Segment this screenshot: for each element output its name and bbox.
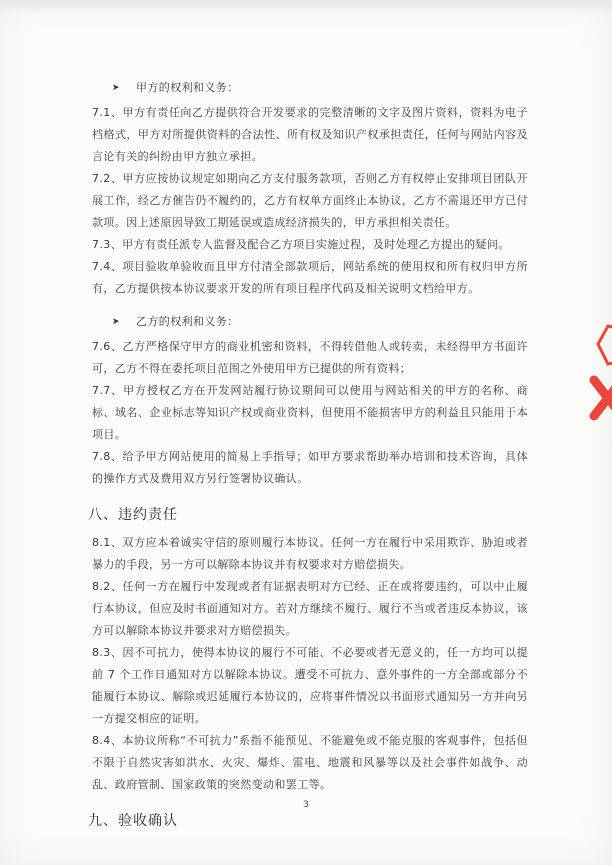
section-9-title: 九、验收确认 [88,813,178,829]
clause-7-8: 7.8、给予甲方网站使用的简易上手指导；如甲方要求帮助举办培训和技术咨询，具体的操作方式及费用双方另行签署协议确认。 [92,450,528,485]
clause-7-2: 7.2、甲方应按协议规定如期向乙方支付服务款项，否则乙方有权停止安排项目团队开展工作，经乙方催告仍不履约的，乙方有权单方面终止本协议，乙方不需退还甲方已付款项。因上述原因导致工期延误或造成经济损失的，甲方承担相关责任。 [92,172,528,229]
section-8-title: 八、违约责任 [88,507,178,523]
party-b-heading-text: 乙方的权利和义务： [136,315,239,328]
clause-7-4: 7.4、项目验收单验收而且甲方付清全部款项后，网站系统的使用权和所有权归甲方所有，乙方提供按本协议要求开发的所有项目程序代码及相关说明文档给甲方。 [92,260,528,295]
arrow-right-icon: ➤ [112,83,120,93]
document-body [88,76,528,838]
clause-7-6: 7.6、乙方严格保守甲方的商业机密和资料，不得转借他人或转卖，未经得甲方书面许可，乙方不得在委托项目范围之外使用甲方已提供的所有资料； [92,340,528,375]
arrow-right-icon: ➤ [112,317,120,327]
scan-shadow [0,0,612,14]
clause-8-3: 8.3、因不可抗力，使得本协议的履行不可能、不必要或者无意义的，任一方均可以提前 7 个工作日通知对方以解除本协议。遭受不可抗力、意外事件的一方全部或部分不能履行本协议、解除或迟延履行本协议的，应将事件情况以书面形式通知另一方并向另一方提交相应的证明。 [92,646,528,725]
page-number: 3 [303,800,309,810]
seal-stamp-fragment [588,320,612,480]
party-b-heading [92,310,528,334]
party-a-heading-text: 甲方的权利和义务： [136,81,239,94]
clause-7-3: 7.3、甲方有责任派专人监督及配合乙方项目实施过程，及时处理乙方提出的疑问。 [92,238,510,251]
clause-8-4: 8.4、本协议所称“不可抗力”系指不能预见、不能避免或不能克服的客观事件，包括但不限于自然灾害如洪水、火灾、爆炸、雷电、地震和风暴等以及社会事件如战争、动乱、政府管制、国家政策的突然变动和罢工等。 [92,734,528,791]
clause-8-2: 8.2、任何一方在履行中发现或者有证据表明对方已经、正在或将要违约，可以中止履行本协议，但应及时书面通知对方。若对方继续不履行、履行不当或者违反本协议，该方可以解除本协议并要求对方赔偿损失。 [92,580,528,637]
clause-7-1: 7.1、甲方有责任向乙方提供符合开发要求的完整清晰的文字及图片资料，资料为电子档格式，甲方对所提供资料的合法性、所有权及知识产权承担责任，任何与网站内容及言论有关的纠纷由甲方独立承担。 [92,106,528,163]
clause-8-1: 8.1、双方应本着诚实守信的原则履行本协议。任何一方在履行中采用欺诈、胁迫或者暴力的手段，另一方可以解除本协议并有权要求对方赔偿损失。 [92,536,528,571]
party-a-heading [92,76,528,100]
clause-7-7: 7.7、甲方授权乙方在开发网站履行协议期间可以使用与网站相关的甲方的名称、商标、域名、企业标志等知识产权或商业资料，但使用不能损害甲方的利益且只能用于本项目。 [92,384,528,441]
